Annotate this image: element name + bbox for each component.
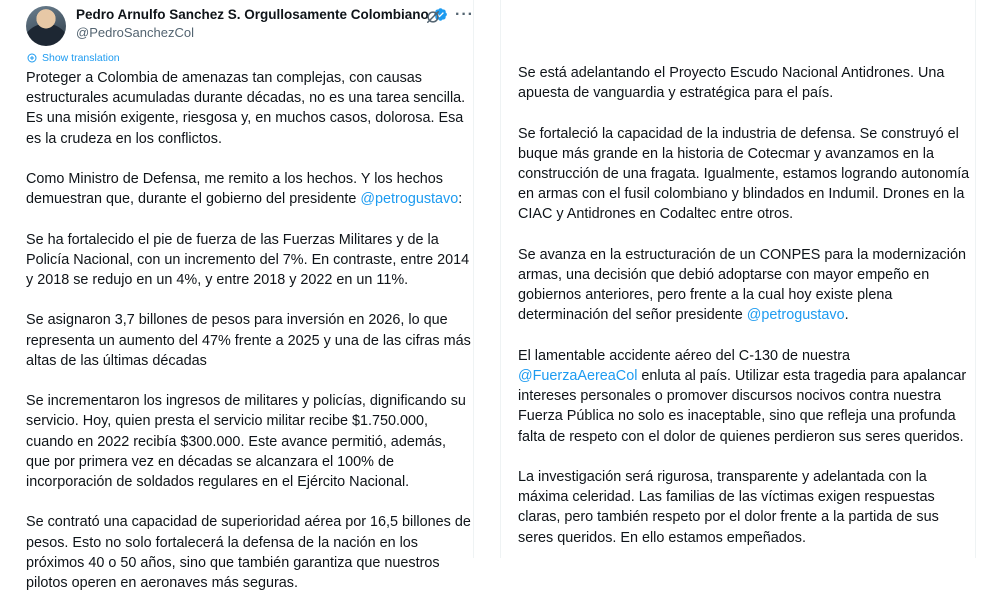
tweet-paragraph: Se está adelantando el Proyecto Escudo Nacional Antidrones. Una apuesta de vanguardia y estratégica para el país. (518, 65, 945, 102)
show-translation-label: Show translation (42, 52, 120, 64)
right-tweet-body (518, 63, 970, 568)
more-icon[interactable]: ··· (455, 6, 474, 23)
avatar[interactable] (26, 6, 66, 46)
tweet-paragraph: Se ha fortalecido el pie de fuerza de las Fuerzas Militares y de la Policía Nacional, con un incremento del 7%. En contraste, entre 2014 y 2018 se redujo en un 4%, y entre 2018 y 2022 en un 11%. (26, 231, 470, 288)
author-row (76, 7, 448, 22)
tweet-paragraph: Se fortaleció la capacidad de la industria de defensa. Se construyó el buque más grande en la historia de Cotecmar y avanzamos en la construcción de una fragata. Igualmente, estamos logrando autonomía en armas con el fusil colombiano y blindados en Indumil. Drones en la CIAC y Antidrones en Codaltec entre otros. (518, 125, 970, 223)
mention-link[interactable]: @petrogustavo (746, 307, 845, 324)
left-tweet-body (26, 68, 472, 613)
tweet-paragraph: Se incrementaron los ingresos de militares y policías, dignificando su servicio. Hoy, quien presta el servicio militar recibe $1.750.000, cuando en 2022 recibía $300.000. Este avance permitió, además, que por primera vez en décadas se alcanzara el 100% de incorporación de soldados regulares en el Ejército Nacional. (26, 393, 466, 490)
mention-link[interactable]: @FuerzaAereaCol (518, 368, 638, 384)
tweet-paragraph: El lamentable accidente aéreo del C-130 de nuestra @FuerzaAereaCol enluta al país. Utilizar esta tragedia para apalancar intereses personales o promover discursos nocivos contra nuestra Fuerza Pública no solo es inaceptable, sino que refleja una profunda falta de respeto con el dolor de quienes perdieron sus seres queridos. (518, 347, 967, 445)
translate-icon (26, 52, 38, 64)
author-name[interactable]: Pedro Arnulfo Sanchez S. Orgullosamente Colombiano (76, 7, 429, 22)
author-handle[interactable]: @PedroSanchezCol (76, 25, 194, 40)
show-translation-link[interactable] (26, 52, 120, 64)
tweet-paragraph: La investigación será rigurosa, transparente y adelantada con la máxima celeridad. Las familias de las víctimas exigen respuestas claras, pero también respeto por el dolor frente a la partida de sus seres queridos. En ello estamos empeñados. (518, 469, 939, 546)
tweet-paragraph: Se contrató una capacidad de superioridad aérea por 16,5 billones de pesos. Esto no solo fortalecerá la defensa de la nación en los próximos 40 o 50 años, sino que también garantiza que nuestros pilotos operen en aeronaves más seguras. (26, 514, 471, 591)
right-tweet-panel (500, 0, 976, 558)
left-tweet-panel (12, 0, 474, 591)
tweet-paragraph: Como Ministro de Defensa, me remito a los hechos. Y los hechos demuestran que, durante el gobierno del presidente @petrogustavo: (26, 171, 463, 208)
tweet-paragraph: Se asignaron 3,7 billones de pesos para inversión en 2026, lo que representa un aumento del 47% frente a 2025 y una de las cifras más altas de las últimas décadas (26, 312, 471, 369)
tweet-paragraph: Proteger a Colombia de amenazas tan complejas, con causas estructurales acumuladas durante décadas, no es una tarea sencilla. Es una misión exigente, riesgosa y, en muchos casos, dolorosa. Esa es la crudeza en los conflictos. (26, 70, 466, 147)
grok-icon[interactable] (424, 8, 442, 26)
tweet-paragraph: Se avanza en la estructuración de un CONPES para la modernización armas, una decisión que debió adoptarse con mayor empeño en gobiernos anteriores, pero frente a la cual hoy existe plena determinación del señor presidente @petrogustavo. (518, 246, 966, 324)
mention-link[interactable]: @petrogustavo (360, 191, 459, 208)
